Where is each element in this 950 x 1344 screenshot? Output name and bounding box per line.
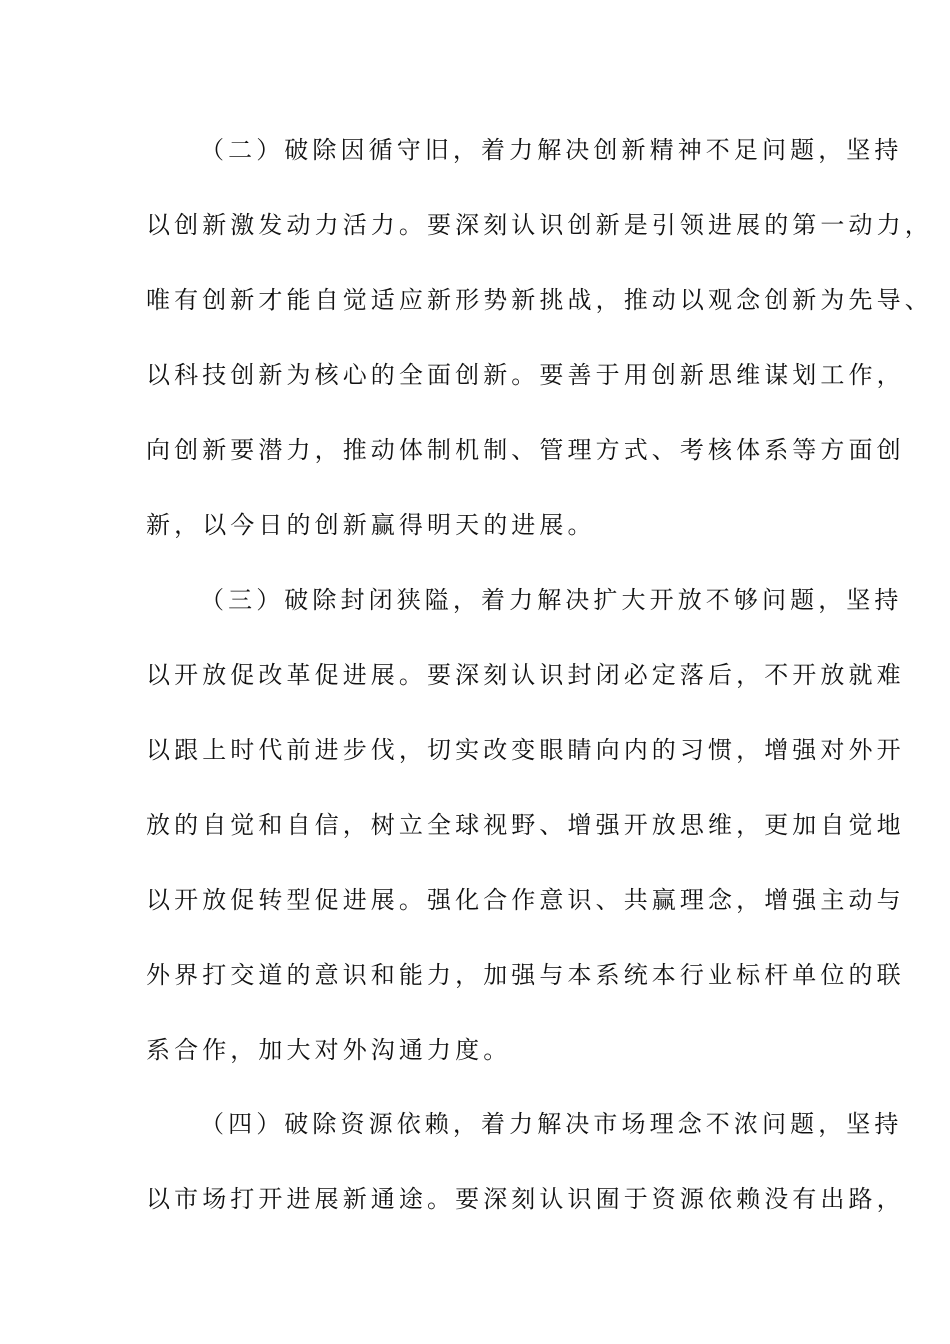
paragraph-2-line-6: 新，以今日的创新赢得明天的进展。 bbox=[146, 511, 596, 539]
paragraph-3-line-6: 外界打交道的意识和能力，加强与本系统本行业标杆单位的联 bbox=[146, 961, 905, 989]
paragraph-3-line-3: 以跟上时代前进步伐，切实改变眼睛向内的习惯，增强对外开 bbox=[146, 736, 905, 764]
paragraph-2-line-3: 唯有创新才能自觉适应新形势新挑战，推动以观念创新为先导、 bbox=[146, 286, 933, 314]
paragraph-2-line-5: 向创新要潜力，推动体制机制、管理方式、考核体系等方面创 bbox=[146, 436, 905, 464]
paragraph-3-line-2: 以开放促改革促进展。要深刻认识封闭必定落后，不开放就难 bbox=[146, 661, 905, 689]
paragraph-3-line-5: 以开放促转型促进展。强化合作意识、共赢理念，增强主动与 bbox=[146, 886, 905, 914]
paragraph-2-line-4: 以科技创新为核心的全面创新。要善于用创新思维谋划工作， bbox=[146, 361, 905, 389]
paragraph-3-line-7: 系合作，加大对外沟通力度。 bbox=[146, 1036, 512, 1064]
paragraph-3-line-4: 放的自觉和自信，树立全球视野、增强开放思维，更加自觉地 bbox=[146, 811, 905, 839]
paragraph-3-line-1: （三）破除封闭狭隘，着力解决扩大开放不够问题，坚持 bbox=[200, 586, 903, 614]
paragraph-2-line-2: 以创新激发动力活力。要深刻认识创新是引领进展的第一动力， bbox=[146, 211, 933, 239]
paragraph-2-line-1: （二）破除因循守旧，着力解决创新精神不足问题，坚持 bbox=[200, 136, 903, 164]
paragraph-4-line-1: （四）破除资源依赖，着力解决市场理念不浓问题，坚持 bbox=[200, 1110, 903, 1138]
paragraph-4-line-2: 以市场打开进展新通途。要深刻认识囿于资源依赖没有出路， bbox=[146, 1185, 905, 1213]
